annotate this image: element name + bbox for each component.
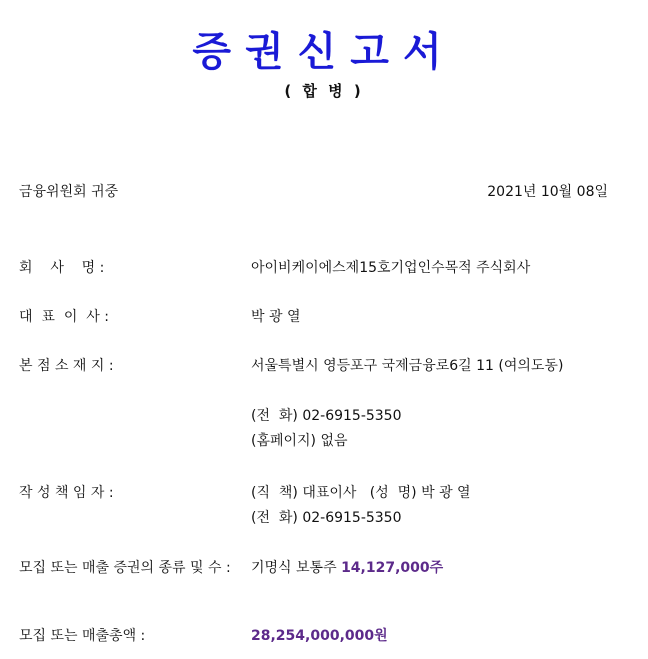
securities-value — [251, 557, 443, 577]
hq-phone: (전 화) 02-6915-5350 — [251, 408, 402, 424]
total-amount-label: 모집 또는 매출총액 : — [19, 628, 146, 644]
document-subtitle: ( 합 병 ) — [284, 82, 364, 100]
author-line: (직 책) 대표이사 (성 명) 박 광 열 — [251, 485, 471, 501]
hq-homepage: (홈페이지) 없음 — [251, 433, 348, 449]
hq-address: 서울특별시 영등포구 국제금융로6길 11 (여의도동) — [251, 358, 564, 374]
total-amount-value: 28,254,000,000원 — [251, 628, 388, 644]
securities-label: 모집 또는 매출 증권의 종류 및 수 : — [19, 560, 231, 576]
hq-label: 본 점 소 재 지 : — [19, 358, 114, 374]
author-label: 작 성 책 임 자 : — [19, 485, 114, 501]
addressee: 금융위원회 귀중 — [19, 184, 119, 200]
filing-date: 2021년 10월 08일 — [487, 184, 608, 200]
securities-type: 기명식 보통주 — [251, 560, 337, 576]
author-phone: (전 화) 02-6915-5350 — [251, 510, 402, 526]
document-title: 증권신고서 — [192, 28, 456, 75]
ceo-label: 대 표 이 사 : — [19, 309, 109, 325]
ceo-value: 박 광 열 — [251, 309, 301, 325]
company-name-value: 아이비케이에스제15호기업인수목적 주식회사 — [251, 260, 531, 276]
securities-count: 14,127,000주 — [341, 560, 444, 576]
company-name-label: 회 사 명 : — [19, 260, 105, 276]
